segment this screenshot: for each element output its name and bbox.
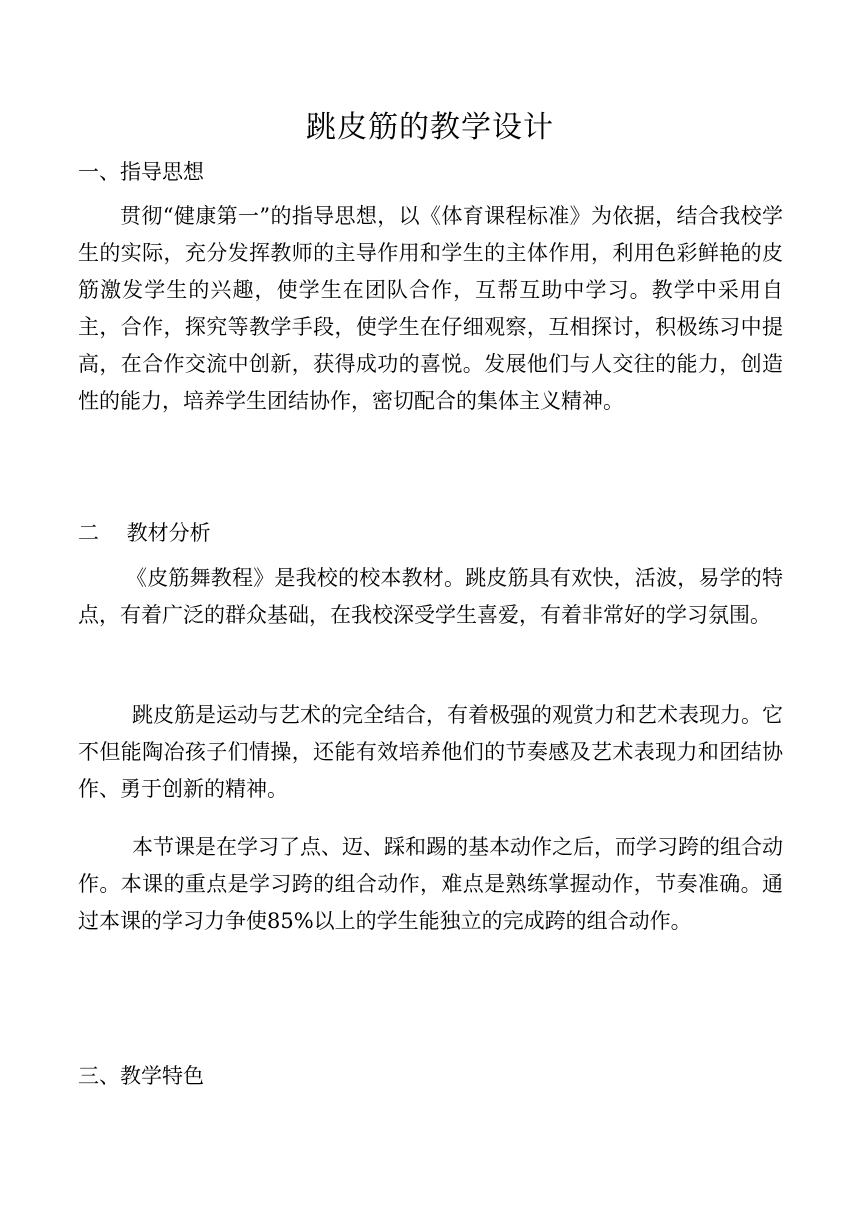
- paragraph-material-value: 跳皮筋是运动与艺术的完全结合，有着极强的观赏力和艺术表现力。它不但能陶冶孩子们情操，还能有效培养他们的节奏感及艺术表现力和团结协作、勇于创新的精神。: [78, 703, 783, 801]
- paragraph-material-intro: 《皮筋舞教程》是我校的校本教材。跳皮筋具有欢快，活波，易学的特点，有着广泛的群众基础，在我校深受学生喜爱，有着非常好的学习氛围。: [78, 566, 783, 627]
- section-heading-teaching-features: 三、教学特色: [78, 1064, 204, 1088]
- paragraph-lesson-focus: 本节课是在学习了点、迈、踩和踢的基本动作之后，而学习跨的组合动作。本课的重点是学习跨的组合动作，难点是熟练掌握动作，节奏准确。通过本课的学习力争使85%以上的学生能独立的完成跨的组合动作。: [78, 835, 783, 933]
- section-heading-guiding-ideology: 一、指导思想: [78, 160, 204, 184]
- section-heading-material-analysis: 二 教材分析: [78, 521, 211, 545]
- paragraph-guiding-ideology: 贯彻“健康第一”的指导思想，以《体育课程标准》为依据，结合我校学生的实际，充分发挥教师的主导作用和学生的主体作用，利用色彩鲜艳的皮筋激发学生的兴趣，使学生在团队合作，互帮互助中学习。教学中采用自主，合作，探究等教学手段，使学生在仔细观察，互相探讨，积极练习中提高，在合作交流中创新，获得成功的喜悦。发展他们与人交往的能力，创造性的能力，培养学生团结协作，密切配合的集体主义精神。: [78, 204, 783, 413]
- document-title: 跳皮筋的教学设计: [306, 110, 554, 145]
